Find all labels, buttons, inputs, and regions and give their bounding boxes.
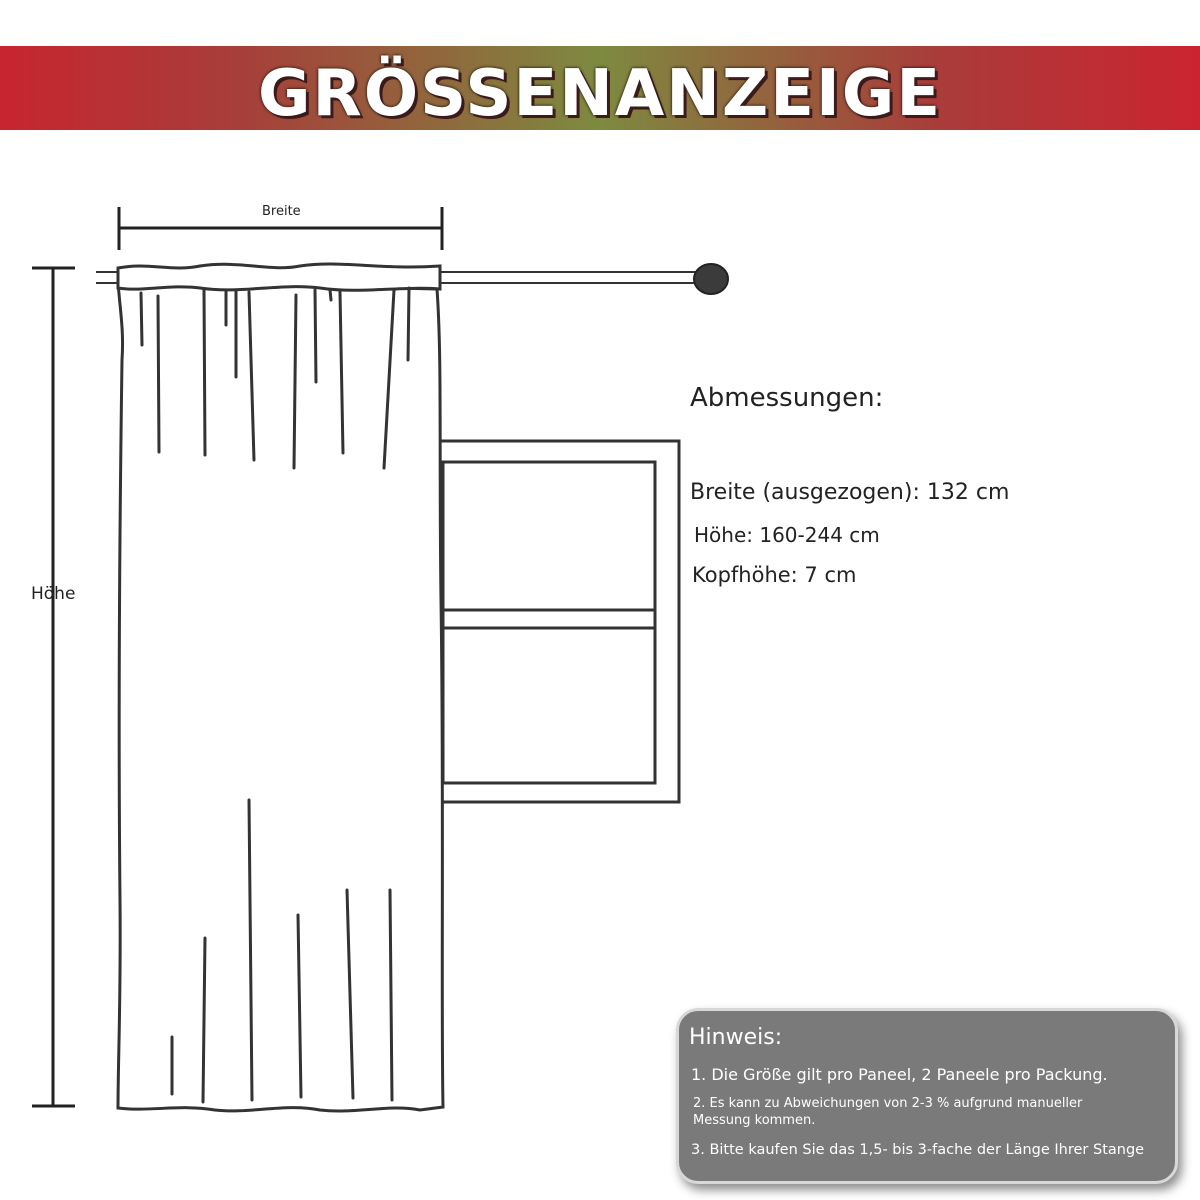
curtain-panel [118,264,443,1111]
width-label: Breite [262,204,301,219]
dimension-width: Breite (ausgezogen): 132 cm [690,480,1010,505]
dimension-height: Höhe: 160-244 cm [694,523,880,547]
note-title: Hinweis: [689,1025,783,1050]
note-box [676,1008,1178,1184]
note-item-3: 3. Bitte kaufen Sie das 1,5- bis 3-fache der Länge Ihrer Stange [691,1142,1145,1158]
dimension-header-height: Kopfhöhe: 7 cm [692,563,857,587]
dimensions-heading: Abmessungen: [690,383,884,413]
note-item-2: 2. Es kann zu Abweichungen von 2-3 % aufgrund manueller Messung kommen. [693,1096,1083,1128]
note-item-1: 1. Die Größe gilt pro Paneel, 2 Paneele pro Packung. [691,1065,1108,1084]
height-label: Höhe [31,584,76,604]
rod-finial [694,264,728,294]
window-outline [440,441,679,802]
page-title: GRÖSSENANZEIGE [257,57,943,131]
height-dimension-line [32,268,75,1106]
